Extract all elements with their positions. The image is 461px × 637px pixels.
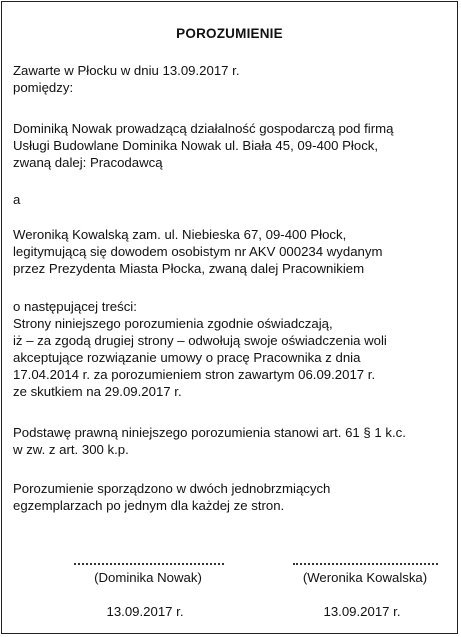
agreement-document xyxy=(1,1,458,634)
content-line: iż – za zgodą drugiej strony – odwołują swoje oświadczenia woli xyxy=(13,333,387,348)
content-paragraph xyxy=(13,298,449,400)
copies-line: egzemplarzach po jednym dla każdej ze stron. xyxy=(13,498,285,513)
employer-line: zwaną dalej: Pracodawcą xyxy=(13,155,163,170)
legal-basis-line: Podstawę prawną niniejszego porozumienia stanowi art. 61 § 1 k.c. xyxy=(13,425,406,440)
document-title: POROZUMIENIE xyxy=(176,26,283,41)
content-line: ze skutkiem na 29.09.2017 r. xyxy=(13,384,182,399)
legal-basis-paragraph xyxy=(13,424,449,458)
intro-line: Zawarte w Płocku w dniu 13.09.2017 r. xyxy=(13,63,240,78)
employer-paragraph xyxy=(13,120,449,171)
content-line: o następującej treści: xyxy=(13,299,137,314)
copies-paragraph xyxy=(13,480,449,514)
copies-line: Porozumienie sporządzono w dwóch jednobrzmiących xyxy=(13,481,331,496)
employee-signature-line xyxy=(293,561,438,565)
employee-line: Weroniką Kowalską zam. ul. Niebieska 67, 09-400 Płock, xyxy=(13,227,347,242)
content-line: 17.04.2014 r. za porozumieniem stron zawartym 06.09.2017 r. xyxy=(13,367,376,382)
employer-line: Dominiką Nowak prowadzącą działalność gospodarczą pod firmą xyxy=(13,121,394,136)
conjunction-text: a xyxy=(13,192,21,207)
employee-paragraph xyxy=(13,226,449,277)
employer-line: Usługi Budowlane Dominika Nowak ul. Biała 45, 09-400 Płock, xyxy=(13,138,379,153)
content-line: Strony niniejszego porozumienia zgodnie oświadczają, xyxy=(13,316,333,331)
employer-signature-line xyxy=(74,561,224,565)
employer-signature-date: 13.09.2017 r. xyxy=(106,604,184,619)
employee-line: legitymującą się dowodem osobistym nr AKV 000234 wydanym xyxy=(13,244,383,259)
employer-signature-name: (Dominika Nowak) xyxy=(94,570,202,585)
content-line: akceptujące rozwiązanie umowy o pracę Pracownika z dnia xyxy=(13,350,361,365)
employee-line: przez Prezydenta Miasta Płocka, zwaną dalej Pracownikiem xyxy=(13,261,365,276)
intro-line: pomiędzy: xyxy=(13,80,74,95)
employee-signature-date: 13.09.2017 r. xyxy=(323,604,401,619)
intro-paragraph xyxy=(13,62,449,96)
employee-signature-name: (Weronika Kowalska) xyxy=(302,570,428,585)
legal-basis-line: w zw. z art. 300 k.p. xyxy=(13,442,129,457)
